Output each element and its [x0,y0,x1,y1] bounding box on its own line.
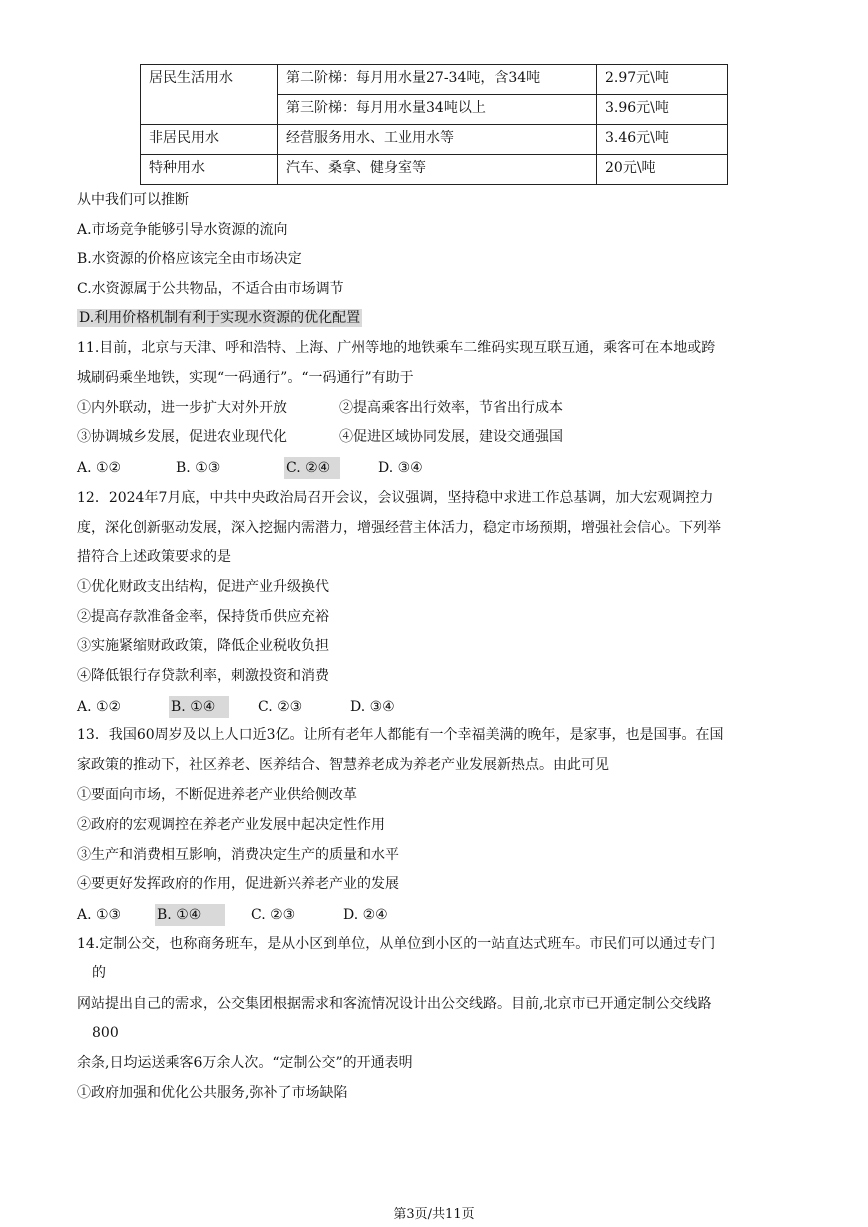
q13-stem-line1: 13．我国60周岁及以上人口近3亿。让所有老年人都能有一个幸福美满的晚年，是家事，也是国事。在国 [77,727,724,743]
q11-options [77,457,423,479]
q13-options [77,904,388,926]
q11-stem-line2: 城刷码乘坐地铁，实现“一码通行”。“一码通行”有助于 [77,370,414,386]
q13-statement-2: ②政府的宏观调控在养老产业发展中起决定性作用 [77,817,385,833]
q14-stem-line2-wrap: 800 [92,1025,119,1041]
table-cell-price: 3.46元\吨 [597,125,728,155]
table-cell-desc: 第二阶梯：每月用水量27-34吨，含34吨 [278,65,597,95]
q13-option-b: B. ①④ [155,904,225,926]
q14-stem-line2: 网站提出自己的需求，公交集团根据需求和客流情况设计出公交线路。目前,北京市已开通定制公交线路 [77,996,712,1012]
q11-stem-line1: 11.目前，北京与天津、呼和浩特、上海、广州等地的地铁乘车二维码实现互联互通，乘客可在本地或跨 [77,340,716,356]
q11-statements-row2 [77,427,563,447]
q11-statements-row1 [77,398,563,418]
table-cell-category: 非居民用水 [141,125,278,155]
q12-statement-1: ①优化财政支出结构，促进产业升级换代 [77,579,329,595]
q12-stem-line2: 度，深化创新驱动发展，深入挖掘内需潜力，增强经营主体活力，稳定市场预期，增强社会信心。下列举 [77,520,721,536]
q10-option-c: C.水资源属于公共物品，不适合由市场调节 [77,281,344,297]
q13-statement-3: ③生产和消费相互影响，消费决定生产的质量和水平 [77,847,399,863]
table-cell-price: 2.97元\吨 [597,65,728,95]
q10-stem: 从中我们可以推断 [77,192,189,208]
table-cell-desc: 第三阶梯：每月用水量34吨以上 [278,95,597,125]
q13-statement-4: ④要更好发挥政府的作用，促进新兴养老产业的发展 [77,876,399,892]
q12-stem-line3: 措符合上述政策要求的是 [77,549,231,565]
q12-option-a: A. ①② [77,699,122,715]
q12-statement-3: ③实施紧缩财政政策，降低企业税收负担 [77,638,329,654]
q13-option-a: A. ①③ [77,907,122,923]
q12-option-d: D. ③④ [350,699,395,715]
q12-options [77,696,395,718]
table-row [141,155,728,185]
q11-option-b: B. ①③ [176,460,221,476]
table-cell-price: 20元\吨 [597,155,728,185]
table-row [141,125,728,155]
q13-option-c: C. ②③ [251,907,296,923]
table-cell-category: 特种用水 [141,155,278,185]
table-cell-category: 居民生活用水 [141,65,278,125]
q14-statement-1: ①政府加强和优化公共服务,弥补了市场缺陷 [77,1085,348,1101]
q14-stem-line1-wrap: 的 [92,965,106,981]
table-cell-price: 3.96元\吨 [597,95,728,125]
table-cell-desc: 经营服务用水、工业用水等 [278,125,597,155]
q12-option-b: B. ①④ [169,696,229,718]
q11-option-c: C. ②④ [284,457,340,479]
q10-option-a: A.市场竞争能够引导水资源的流向 [77,222,288,238]
q11-statement-2: ②提高乘客出行效率，节省出行成本 [339,400,563,416]
q10-option-d-row [77,308,362,328]
q10-option-b: B.水资源的价格应该完全由市场决定 [77,251,302,267]
q13-statement-1: ①要面向市场，不断促进养老产业供给侧改革 [77,787,357,803]
q11-statement-1: ①内外联动，进一步扩大对外开放 [77,400,287,416]
table-row [141,65,728,95]
q11-option-a: A. ①② [77,460,122,476]
q10-option-d: D.利用价格机制有利于实现水资源的优化配置 [79,310,361,326]
q13-option-d: D. ②④ [343,907,388,923]
q11-statement-4: ④促进区域协同发展，建设交通强国 [339,429,563,445]
q13-stem-line2: 家政策的推动下，社区养老、医养结合、智慧养老成为养老产业发展新热点。由此可见 [77,757,609,773]
q12-statement-2: ②提高存款准备金率，保持货币供应充裕 [77,609,329,625]
q12-statement-4: ④降低银行存贷款利率，刺激投资和消费 [77,668,329,684]
q14-stem-line3: 余条,日均运送乘客6万余人次。“定制公交”的开通表明 [77,1055,413,1071]
table-cell-desc: 汽车、桑拿、健身室等 [278,155,597,185]
q12-option-c: C. ②③ [258,699,303,715]
water-price-table [140,64,728,185]
page-number: 第3页/共11页 [393,1207,475,1222]
q12-stem-line1: 12．2024年7月底，中共中央政治局召开会议，会议强调，坚持稳中求进工作总基调，加大宏观调控力 [77,490,714,506]
q11-option-d: D. ③④ [378,460,423,476]
q14-stem-line1: 14.定制公交，也称商务班车，是从小区到单位，从单位到小区的一站直达式班车。市民们可以通过专门 [77,936,716,952]
q11-statement-3: ③协调城乡发展，促进农业现代化 [77,429,287,445]
